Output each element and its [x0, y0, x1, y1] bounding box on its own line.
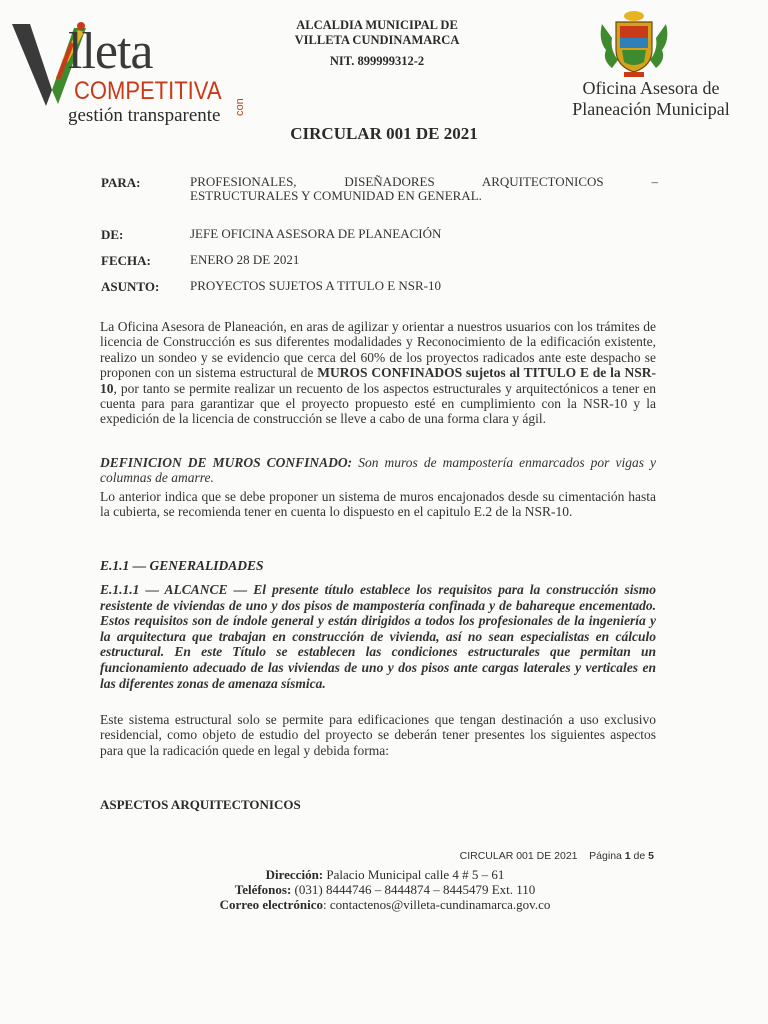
nit-number: NIT. 899999312-2 — [329, 54, 425, 68]
logo-tagline: gestión transparente — [68, 105, 221, 126]
intro-text-b: , por tanto se permite realizar un recuento de los aspectos estructurales y arquitectónicos a tener en cuenta para para garantizar que el proyecto propuesto esté en cumplimiento con la NSR-10 y la expedición de la licencia de construcción se lleve a cabo de una forma clara y ágil. — [100, 380, 656, 427]
para-line-1: PROFESIONALES, DISEÑADORES ARQUITECTONICOS – — [190, 174, 658, 189]
address-value: Palacio Municipal calle 4 # 5 – 61 — [323, 867, 505, 882]
intro-bold-text: MUROS CONFINADOS sujetos al TITULO E de la NSR-10 — [100, 365, 656, 396]
org-line-1: ALCALDIA MUNICIPAL DE — [296, 18, 458, 32]
address-label: Dirección: — [265, 867, 324, 882]
requirement-paragraph: Lo anterior indica que se debe proponer un sistema de muros encajonados desde su cimentación hasta la cubierta, se recomienda tener en cuenta lo dispuesto en el capitulo E.2 de la NSR-10. — [100, 489, 656, 520]
pager-prefix: CIRCULAR 001 DE 2021 Página — [459, 850, 625, 862]
phones-value: (031) 8444746 – 8444874 – 8445479 Ext. 110 — [291, 882, 536, 897]
logo-con-text: con — [234, 98, 246, 116]
residential-paragraph: Este sistema estructural solo se permite para edificaciones que tengan destinación a uso exclusivo residencial, como objeto de estudio del proyecto se deberán tener presentes los siguientes aspectos para que la radicación quede en legal y debida forma: — [100, 712, 656, 758]
definition-text: Son muros de mampostería enmarcados por vigas y columnas de amarre. — [100, 455, 656, 486]
coat-of-arms-icon — [598, 10, 670, 80]
document-title: CIRCULAR 001 DE 2021 — [290, 124, 478, 143]
para-value — [190, 175, 658, 203]
alcance-paragraph: E.1.1.1 — ALCANCE — El presente título establece los requisitos para la construcción sismo resistente de viviendas de uno y dos pisos de mampostería confinada y de bahareque encementado. Estos requisitos son de índole general y están dirigidos a todos los profesionales de la ingeniería y la arquitectura que trabajan en construcción de vivienda, así no sean especialistas en cálculo estructural. En este Título se establecen las condiciones estructurales que permitan un funcionamiento adecuado de las viviendas de uno y dos pisos ante cargas laterales y verticales en las diferentes zonas de amenaza sísmica. — [100, 582, 656, 691]
villeta-logo — [10, 20, 260, 126]
de-value: JEFE OFICINA ASESORA DE PLANEACIÓN — [190, 226, 442, 241]
phones-label: Teléfonos: — [234, 882, 292, 897]
pager-mid: de — [630, 850, 649, 862]
para-label: PARA: — [101, 175, 141, 190]
logo-brand-text: lleta — [68, 23, 153, 80]
fecha-label: FECHA: — [101, 253, 151, 268]
intro-paragraph — [100, 319, 656, 427]
de-label: DE: — [101, 227, 124, 242]
aspects-heading: ASPECTOS ARQUITECTONICOS — [100, 797, 301, 812]
asunto-label: ASUNTO: — [101, 279, 160, 294]
org-line-2: VILLETA CUNDINAMARCA — [294, 33, 460, 47]
municipality-name — [270, 18, 484, 48]
para-line-2: ESTRUCTURALES Y COMUNIDAD EN GENERAL. — [190, 188, 482, 203]
office-line-2: Planeación Municipal — [572, 99, 730, 119]
page-total: 5 — [648, 850, 654, 862]
page-indicator — [440, 850, 654, 862]
asunto-value: PROYECTOS SUJETOS A TITULO E NSR-10 — [190, 278, 442, 293]
footer-address — [140, 867, 630, 882]
intro-text-a: La Oficina Asesora de Planeación, en aras de agilizar y orientar a nuestros usuarios con los trámites de licencia de Construcción es sus diferentes modalidades y Reconocimiento de la edificación existente, realizo un sondeo y se evidencio que cerca del 60% de los proyectos radicados ante este despacho se proponen con un sistema estructural de — [100, 319, 656, 381]
office-name — [556, 78, 746, 120]
definition-label: DEFINICION DE MUROS CONFINADO: — [100, 455, 353, 470]
definition-paragraph — [100, 455, 656, 486]
page-current: 1 — [624, 850, 631, 862]
email-value: : contactenos@villeta-cundinamarca.gov.co — [323, 897, 551, 912]
logo-competitiva-text: COMPETITIVA — [74, 77, 222, 105]
email-label: Correo electrónico — [219, 897, 323, 912]
footer-phones — [140, 882, 630, 897]
section-heading: E.1.1 — GENERALIDADES — [100, 558, 264, 573]
office-line-1: Oficina Asesora de — [582, 78, 720, 98]
footer-email — [140, 897, 630, 912]
fecha-value: ENERO 28 DE 2021 — [190, 252, 300, 267]
